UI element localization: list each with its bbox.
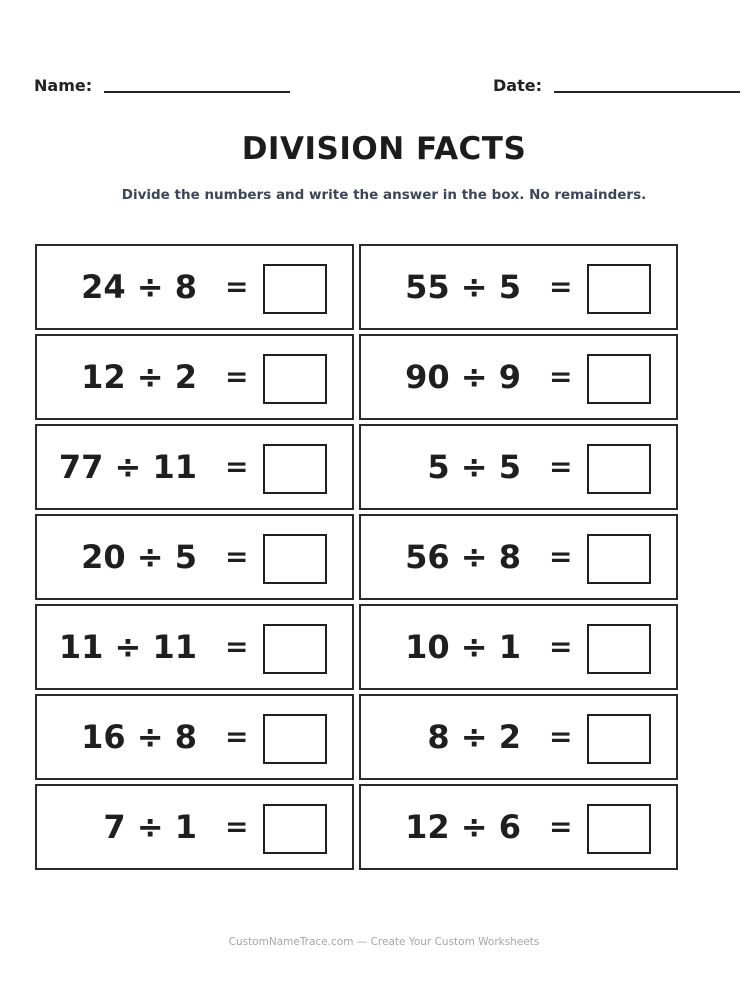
answer-box[interactable] <box>263 534 327 584</box>
equals-sign: = <box>225 360 249 393</box>
division-expression: 10 ÷ 1 <box>405 628 521 666</box>
worksheet-title: DIVISION FACTS <box>241 131 527 167</box>
name-write-line[interactable] <box>104 91 290 93</box>
answer-box[interactable] <box>263 264 327 314</box>
answer-box[interactable] <box>587 804 651 854</box>
date-label: Date: <box>493 76 542 95</box>
division-expression: 12 ÷ 2 <box>81 358 197 396</box>
problem-cell <box>359 604 678 690</box>
answer-box[interactable] <box>587 444 651 494</box>
equals-sign: = <box>225 450 249 483</box>
problem-cell <box>359 514 678 600</box>
answer-box[interactable] <box>587 534 651 584</box>
equals-sign: = <box>225 810 249 843</box>
answer-box[interactable] <box>263 444 327 494</box>
problem-cell <box>359 694 678 780</box>
division-expression: 24 ÷ 8 <box>81 268 197 306</box>
problem-cell <box>35 514 354 600</box>
division-expression: 12 ÷ 6 <box>405 808 521 846</box>
division-expression: 90 ÷ 9 <box>405 358 521 396</box>
equals-sign: = <box>549 720 573 753</box>
answer-box[interactable] <box>263 354 327 404</box>
footer-credit: CustomNameTrace.com — Create Your Custom Worksheets <box>228 936 540 948</box>
answer-box[interactable] <box>263 804 327 854</box>
equals-sign: = <box>225 270 249 303</box>
equals-sign: = <box>225 540 249 573</box>
answer-box[interactable] <box>263 714 327 764</box>
answer-box[interactable] <box>587 354 651 404</box>
problem-cell <box>35 424 354 510</box>
answer-box[interactable] <box>587 624 651 674</box>
division-expression: 5 ÷ 5 <box>427 448 521 486</box>
division-expression: 56 ÷ 8 <box>405 538 521 576</box>
answer-box[interactable] <box>587 264 651 314</box>
equals-sign: = <box>225 630 249 663</box>
worksheet-instructions: Divide the numbers and write the answer in the box. No remainders. <box>121 187 647 203</box>
equals-sign: = <box>549 540 573 573</box>
division-expression: 8 ÷ 2 <box>427 718 521 756</box>
answer-box[interactable] <box>587 714 651 764</box>
equals-sign: = <box>549 810 573 843</box>
date-write-line[interactable] <box>554 91 740 93</box>
problem-cell <box>359 424 678 510</box>
problem-cell <box>35 334 354 420</box>
equals-sign: = <box>549 360 573 393</box>
division-expression: 55 ÷ 5 <box>405 268 521 306</box>
equals-sign: = <box>549 450 573 483</box>
division-expression: 77 ÷ 11 <box>58 448 197 486</box>
problem-cell <box>359 244 678 330</box>
equals-sign: = <box>225 720 249 753</box>
answer-box[interactable] <box>263 624 327 674</box>
name-field <box>34 76 290 95</box>
equals-sign: = <box>549 630 573 663</box>
problem-cell <box>35 604 354 690</box>
division-expression: 11 ÷ 11 <box>58 628 197 666</box>
date-field <box>493 76 740 95</box>
name-label: Name: <box>34 76 93 95</box>
division-expression: 20 ÷ 5 <box>81 538 197 576</box>
problem-cell <box>35 694 354 780</box>
problem-cell <box>35 784 354 870</box>
equals-sign: = <box>549 270 573 303</box>
problem-cell <box>359 784 678 870</box>
division-expression: 7 ÷ 1 <box>103 808 197 846</box>
division-expression: 16 ÷ 8 <box>81 718 197 756</box>
problem-cell <box>359 334 678 420</box>
problem-cell <box>35 244 354 330</box>
